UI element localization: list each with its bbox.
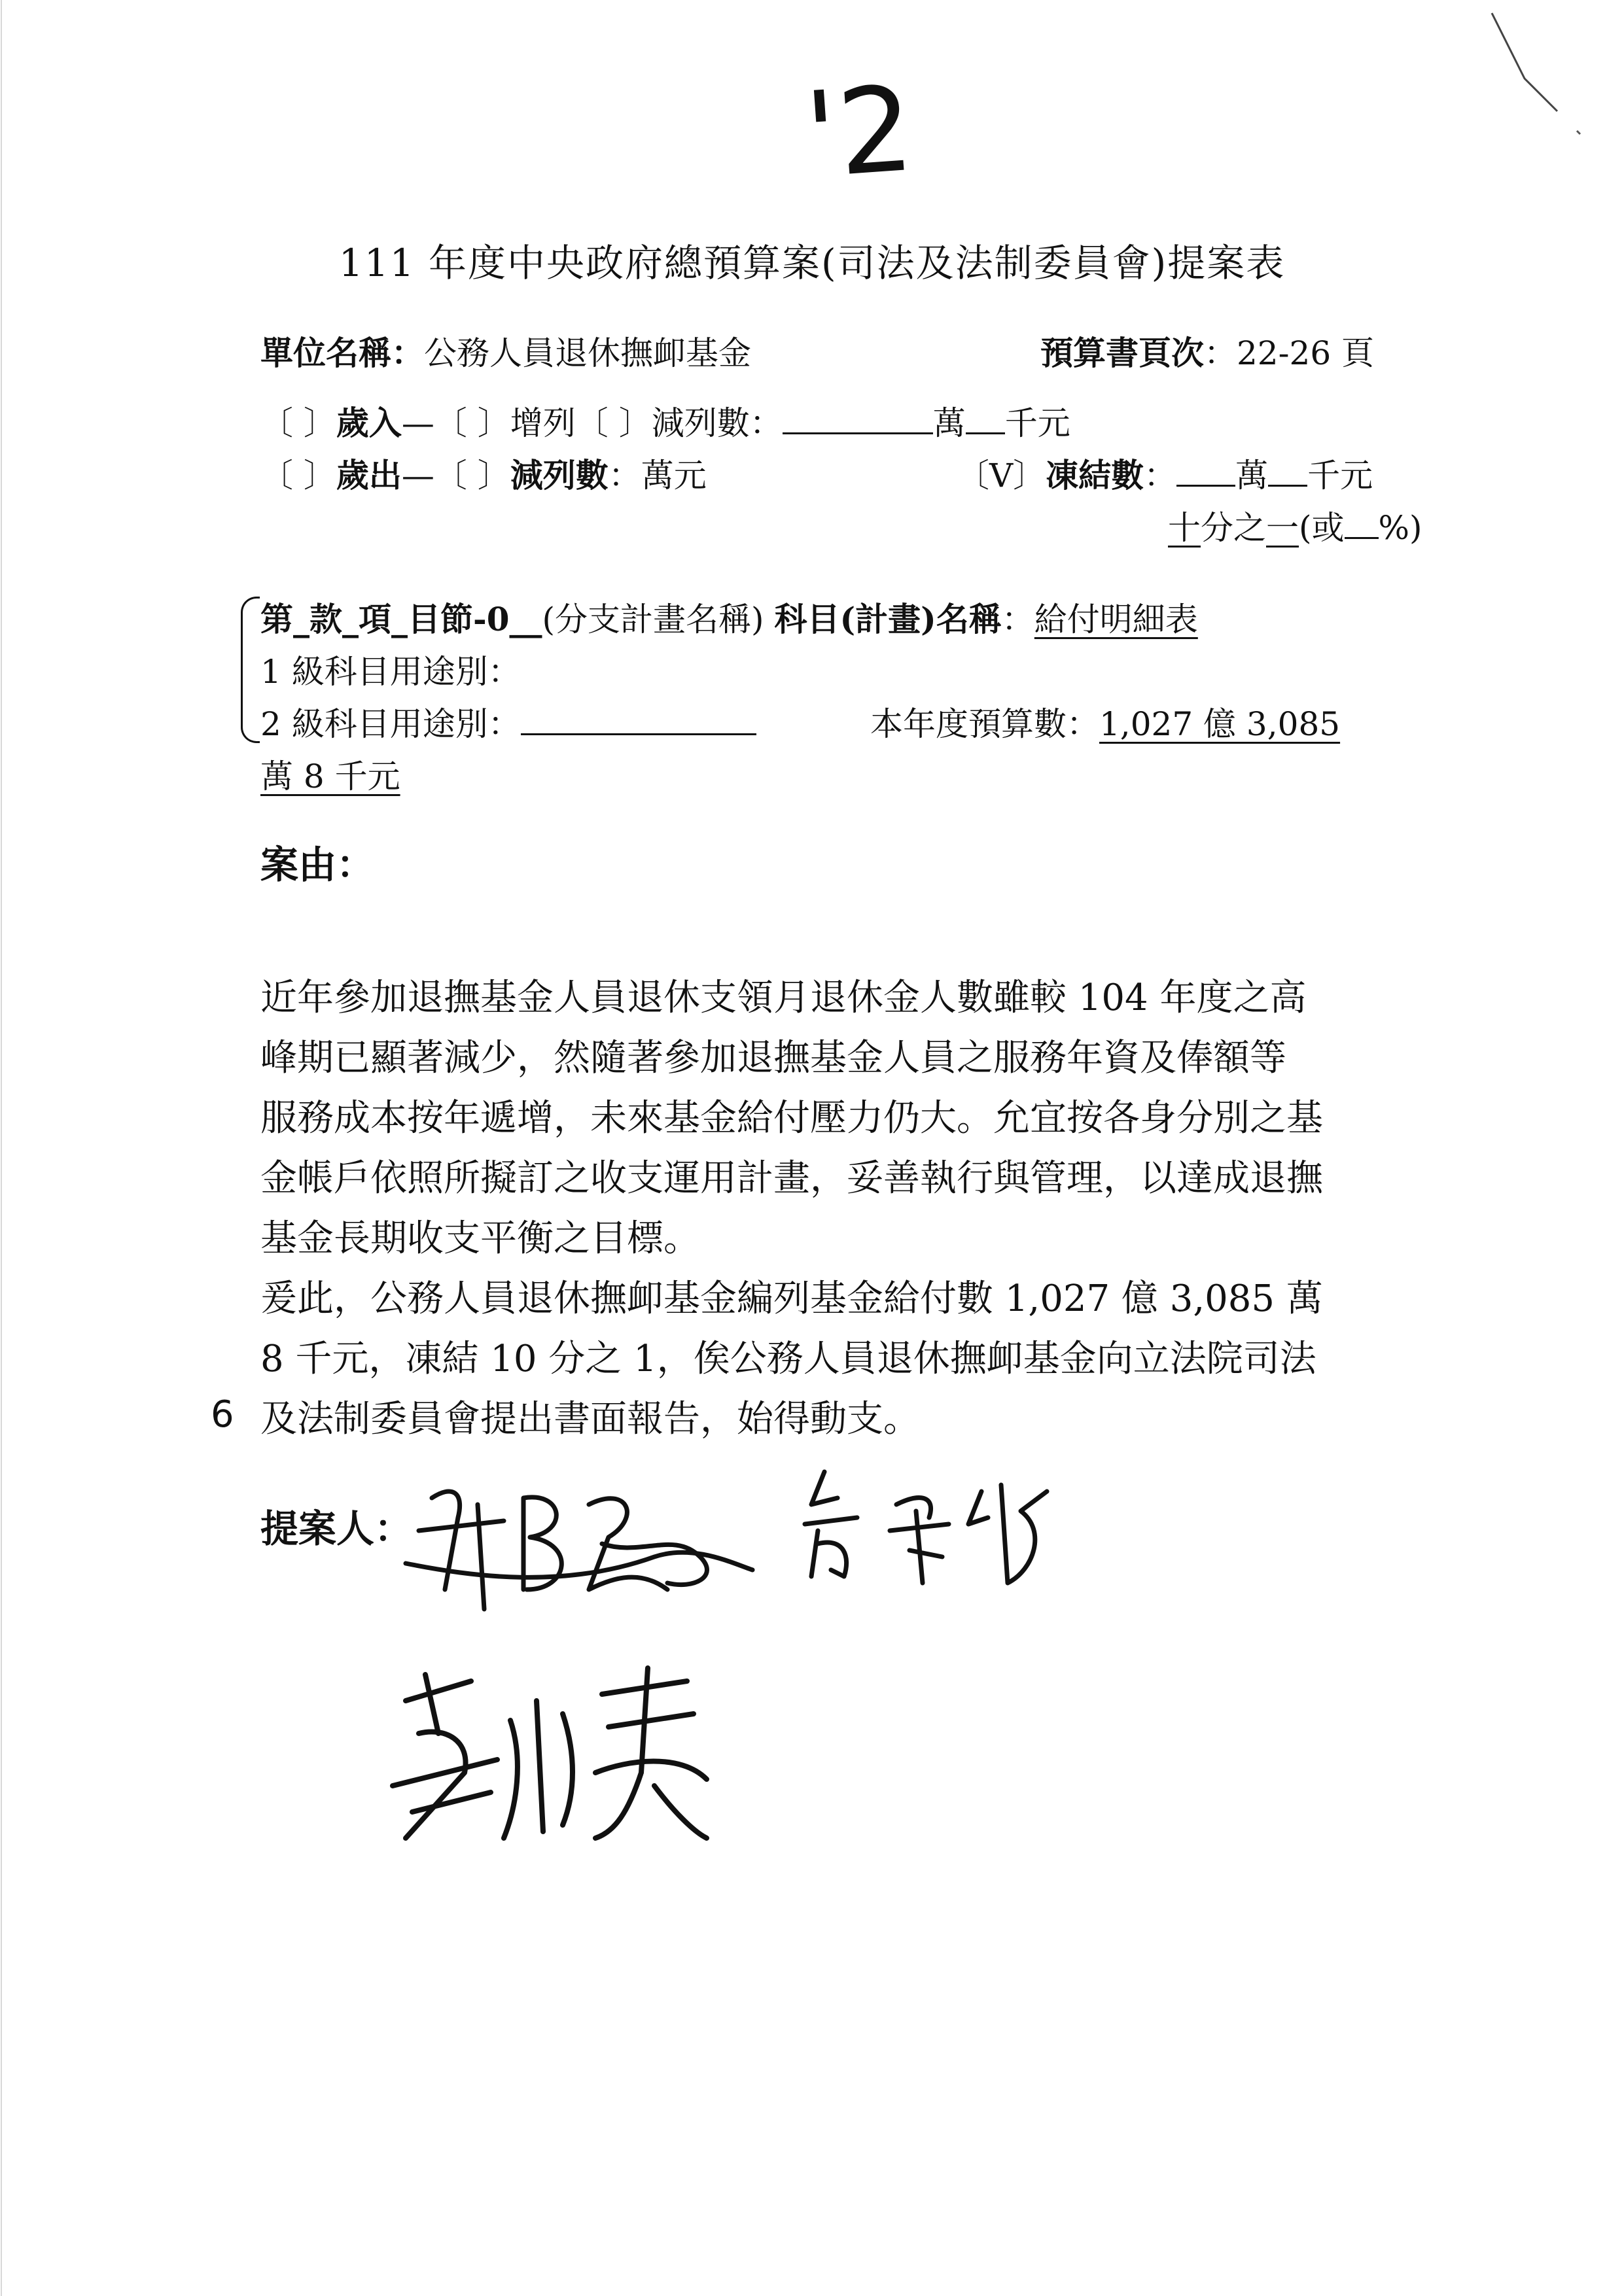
freeze-label: 凍結數 bbox=[1046, 456, 1144, 495]
body-line: 峰期已顯著減少，然隨著參加退撫基金人員之服務年資及俸額等 bbox=[260, 1037, 1286, 1079]
annual-budget-label: 本年度預算數： bbox=[870, 705, 1099, 743]
freeze-checkbox: 〔V〕 bbox=[957, 457, 1046, 495]
revenue-wan: 萬 bbox=[932, 404, 966, 442]
body-line: 8 千元，凍結 10 分之 1，俟公務人員退休撫卹基金向立法院司法 bbox=[260, 1338, 1316, 1380]
annual-budget-continuation bbox=[260, 757, 400, 795]
subject-name-value: 給付明細表 bbox=[1034, 600, 1198, 638]
scan-streak-mark bbox=[1485, 0, 1624, 157]
scan-left-edge bbox=[0, 0, 4, 2296]
reason-body bbox=[260, 968, 1504, 1450]
level2-label: 2 級科目用途別： bbox=[260, 705, 521, 743]
annual-budget-value-2: 萬 8 千元 bbox=[260, 757, 400, 795]
freeze-wan: 萬 bbox=[1235, 457, 1269, 495]
body-line: 及法制委員會提出書面報告，始得動支。 bbox=[260, 1398, 920, 1440]
revenue-label: 歲入 bbox=[336, 404, 402, 442]
signature-3 bbox=[380, 1642, 746, 1858]
freeze-colon: ： bbox=[1144, 457, 1177, 495]
signature-1 bbox=[393, 1459, 759, 1629]
expenditure-row bbox=[260, 456, 707, 495]
budget-page-label: 預算書頁次 bbox=[1040, 334, 1204, 372]
level1-label: 1 級科目用途別： bbox=[260, 653, 521, 691]
freeze-row bbox=[957, 456, 1373, 495]
fraction-part1: 分之 bbox=[1201, 509, 1266, 547]
revenue-checkbox: 〔 〕 bbox=[260, 404, 336, 442]
expenditure-cut-label: 減列數 bbox=[510, 456, 609, 495]
budget-page-value: ：22-26 頁 bbox=[1204, 334, 1375, 372]
fraction-part2: (或 bbox=[1299, 509, 1345, 547]
subject-row bbox=[260, 600, 1198, 638]
level1-row bbox=[260, 653, 521, 691]
revenue-qian: 千元 bbox=[1004, 404, 1070, 442]
proposer-label: 提案人： bbox=[260, 1506, 413, 1551]
annual-budget-value-1: 1,027 億 3,085 bbox=[1099, 705, 1341, 743]
revenue-row bbox=[260, 404, 1070, 442]
body-line: 服務成本按年遞增，未來基金給付壓力仍大。允宜按各身分別之基 bbox=[260, 1097, 1323, 1139]
body-line: 爰此，公務人員退休撫卹基金編列基金給付數 1,027 億 3,085 萬 bbox=[260, 1278, 1323, 1320]
body-line: 基金長期收支平衡之目標。 bbox=[260, 1217, 700, 1260]
unit-value: 公務人員退休撫卹基金 bbox=[424, 334, 751, 372]
expenditure-option: —〔 〕 bbox=[401, 457, 510, 495]
subject-brace bbox=[241, 597, 260, 743]
unit-row bbox=[260, 334, 751, 372]
fraction-row bbox=[1168, 509, 1422, 547]
body-line: 金帳戶依照所擬訂之收支運用計畫，妥善執行與管理，以達成退撫 bbox=[260, 1157, 1323, 1200]
level2-row bbox=[260, 705, 756, 743]
subject-prefix: 第_款_項_目節-0__ bbox=[260, 600, 542, 638]
expenditure-checkbox: 〔 〕 bbox=[260, 457, 336, 495]
fraction-one: 一 bbox=[1266, 509, 1299, 547]
budget-page-row bbox=[1040, 334, 1375, 372]
reason-label: 案由： bbox=[260, 843, 375, 887]
subject-colon: ： bbox=[1001, 600, 1034, 638]
unit-label: 單位名稱： bbox=[260, 334, 424, 372]
expenditure-label: 歲出 bbox=[336, 456, 402, 495]
revenue-options: —〔 〕增列〔 〕減列數： bbox=[401, 404, 783, 442]
signature-2 bbox=[785, 1452, 1073, 1596]
handwritten-side-mark: 6 bbox=[211, 1393, 234, 1436]
subject-branch: (分支計畫名稱) bbox=[542, 600, 764, 638]
fraction-ten: 十 bbox=[1168, 509, 1201, 547]
form-title: 111 年度中央政府總預算案(司法及法制委員會)提案表 bbox=[338, 241, 1286, 285]
freeze-qian: 千元 bbox=[1307, 457, 1373, 495]
expenditure-cut-value: ：萬元 bbox=[608, 457, 707, 495]
handwritten-page-number: '2 bbox=[801, 60, 918, 205]
annual-budget-row bbox=[870, 705, 1341, 743]
fraction-percent: %) bbox=[1378, 509, 1422, 547]
body-line: 近年參加退撫基金人員退休支領月退休金人數雖較 104 年度之高 bbox=[260, 977, 1307, 1019]
subject-name-label: 科目(計畫)名稱 bbox=[774, 600, 1002, 638]
